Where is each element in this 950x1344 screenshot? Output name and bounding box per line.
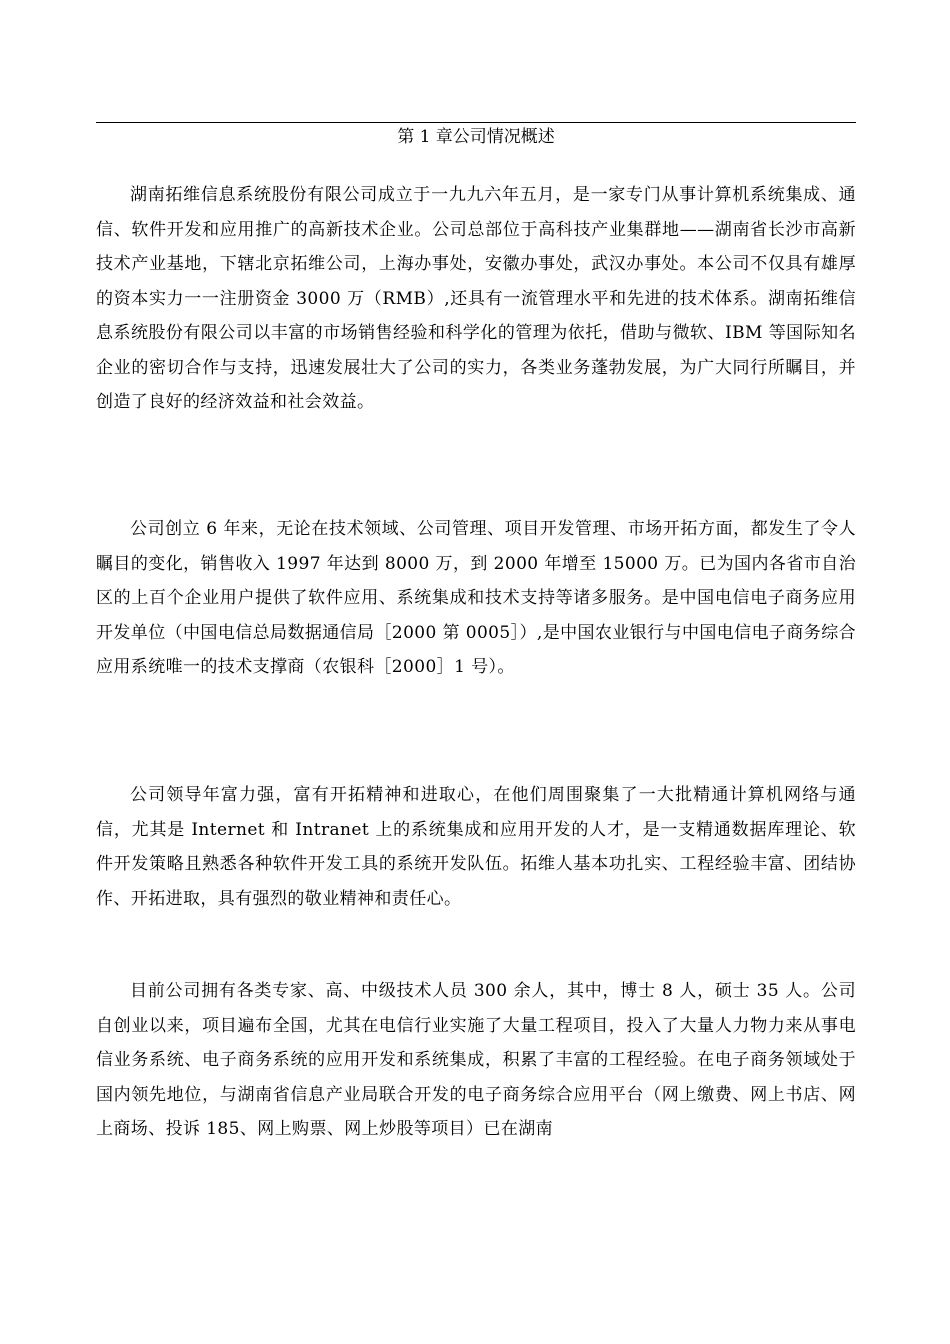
paragraph-company-growth: 公司创立 6 年来，无论在技术领域、公司管理、项目开发管理、市场开拓方面，都发生了令人瞩目的变化，销售收入 1997 年达到 8000 万，到 2000 年增至 15000 万。已为国内各省市自治区的上百个企业用户提供了软件应用、系统集成和技术支持等诸多服务。是中国电信电子商务应用开发单位（中国电信总局数据通信局［2000 第 0005］）,是中国农业银行与中国电信电子商务综合应用系统唯一的技术支撑商（农银科［2000］1 号）。	[96, 519, 856, 677]
chapter-title: 第 1 章公司情况概述	[397, 127, 555, 147]
header-rule	[96, 122, 856, 123]
paragraph-company-intro: 湖南拓维信息系统股份有限公司成立于一九九六年五月，是一家专门从事计算机系统集成、通信、软件开发和应用推广的高新技术企业。公司总部位于高科技产业集群地——湖南省长沙市高新技术产业基地，下辖北京拓维公司，上海办事处，安徽办事处，武汉办事处。本公司不仅具有雄厚的资本实力一一注册资金 3000 万（RMB）,还具有一流管理水平和先进的技术体系。湖南拓维信息系统股份有限公司以丰富的市场销售经验和科学化的管理为依托，借助与微软、IBM 等国际知名企业的密切合作与支持，迅速发展壮大了公司的实力，各类业务蓬勃发展，为广大同行所瞩目，并创造了良好的经济效益和社会效益。	[96, 185, 856, 412]
paragraph-leadership-team: 公司领导年富力强，富有开拓精神和进取心，在他们周围聚集了一大批精通计算机网络与通信，尤其是 Internet 和 Intranet 上的系统集成和应用开发的人才，是一支精通数据库理论、软件开发策略且熟悉各种软件开发工具的系统开发队伍。拓维人基本功扎实、工程经验丰富、团结协作、开拓进取，具有强烈的敬业精神和责任心。	[96, 785, 856, 909]
paragraph-staff-projects: 目前公司拥有各类专家、高、中级技术人员 300 余人，其中，博士 8 人，硕士 35 人。公司自创业以来，项目遍布全国，尤其在电信行业实施了大量工程项目，投入了大量人力物力来从事电信业务系统、电子商务系统的应用开发和系统集成，积累了丰富的工程经验。在电子商务领域处于国内领先地位，与湖南省信息产业局联合开发的电子商务综合应用平台（网上缴费、网上书店、网上商场、投诉 185、网上购票、网上炒股等项目）已在湖南	[96, 981, 856, 1139]
